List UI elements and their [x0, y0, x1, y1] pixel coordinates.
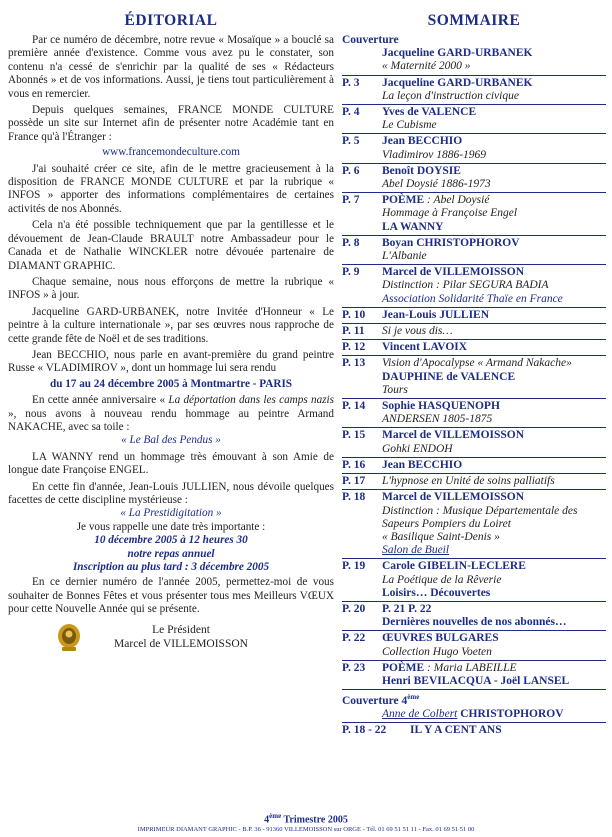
editorial-paragraph-6: Jacqueline GARD-URBANEK, notre Invitée d'Honneur « Le peintre à la culture internationale », par ses œuvres nous rapproche de cette grande fête de Noël et de ses traditions. — [8, 305, 334, 345]
toc-author: Carole GIBELIN-LECLERE — [382, 560, 526, 573]
p8-italic: La déportation dans les camps nazis — [168, 394, 334, 407]
toc-entry[interactable] — [342, 135, 606, 161]
toc-author: POÈME — [382, 661, 425, 674]
editorial-paragraph-4: Cela n'a été possible techniquement que par la gentillesse et le dévouement de Jean-Claude BRAULT notre Ambassadeur pour le Canada et de Nathalie WINCKLER notre dévouée partenaire de DIAMANT GRAPHIC. — [8, 219, 334, 272]
toc-author: Benoît DOYSIE — [382, 164, 461, 177]
toc-author-line — [382, 491, 606, 504]
toc-author-secondary: Dernières nouvelles de nos abonnés… — [382, 616, 567, 629]
toc-page-number: P. 4 — [342, 106, 360, 119]
toc-author: Marcel de VILLEMOISSON — [382, 491, 525, 504]
sommaire-heading: SOMMAIRE — [427, 12, 521, 29]
toc-author: Vincent LAVOIX — [382, 341, 468, 354]
toc-entry[interactable] — [342, 475, 606, 488]
toc-couverture4-label: Couverture 4ème — [342, 693, 420, 707]
toc-entry[interactable] — [342, 266, 606, 306]
signature-name: Marcel de VILLEMOISSON — [114, 637, 248, 650]
toc-author-line — [382, 194, 606, 207]
editorial-paragraph-11: En ce dernier numéro de l'année 2005, permettez-moi de vous souhaiter de Bonnes Fêtes et vous présenter tous mes Meilleurs VŒUX pour cette Nouvelle Année qui se présente. — [8, 576, 334, 616]
toc-cover-author: Jacqueline GARD-URBANEK — [382, 47, 533, 60]
toc-title: La leçon d'instruction civique — [382, 89, 519, 102]
toc-entry[interactable] — [342, 77, 606, 103]
toc-author: ŒUVRES BULGARES — [382, 632, 499, 645]
toc-author: P. 21 P. 22 — [382, 602, 432, 615]
editorial-paragraph-5: Chaque semaine, nous nous efforçons de mettre la rubrique « INFOS » à jour. — [8, 275, 334, 302]
toc-entry[interactable] — [342, 357, 606, 397]
editorial-column — [8, 12, 334, 657]
toc-author-suffix: : Abel Doysié — [424, 194, 490, 207]
toc-author: Boyan CHRISTOPHOROV — [382, 236, 520, 249]
p8-end: », nous avons à nouveau rendu hommage au peintre Armand NAKACHE, avec sa toile : — [8, 407, 334, 433]
toc-author-suffix: : Maria LABEILLE — [424, 661, 517, 674]
editorial-paragraph-10: En cette fin d'année, Jean-Louis JULLIEN, nous dévoile quelques facettes de cette discipline mystérieuse : — [8, 480, 334, 506]
toc-page-number: P. 11 — [342, 325, 365, 338]
toc-author-secondary: DAUPHINE de VALENCE — [382, 370, 516, 383]
toc-author: Yves de VALENCE — [382, 106, 477, 119]
toc-couverture-label: Couverture — [342, 34, 399, 46]
toc-entry[interactable] — [342, 603, 606, 629]
toc-page-number: P. 16 — [342, 458, 366, 471]
toc-title-secondary: Association Solidarité Thaïe en France — [382, 292, 563, 305]
signature-text — [96, 623, 266, 651]
toc-page-number: P. 9 — [342, 266, 360, 279]
toc-author-line — [382, 165, 606, 178]
editorial-heading: ÉDITORIAL — [124, 12, 218, 29]
signature-block — [8, 623, 334, 657]
toc-entry[interactable] — [342, 106, 606, 132]
toc-title: Gohki ENDOH — [382, 442, 453, 455]
toc-entry[interactable] — [342, 662, 606, 688]
signature-title: Le Président — [152, 623, 210, 636]
trimestre-label: 4ème Trimestre 2005 — [264, 812, 348, 826]
toc-page-number: P. 5 — [342, 135, 360, 148]
toc-entry[interactable] — [342, 237, 606, 263]
toc-author-line — [382, 237, 606, 250]
toc-page-number: P. 18 — [342, 491, 366, 504]
toc-last-author: IL Y A CENT ANS — [410, 724, 502, 737]
editorial-paragraph-9: LA WANNY rend un hommage très émouvant à son Amie de longue date Françoise ENGEL. — [8, 450, 334, 477]
painting-title: « Le Bal des Pendus » — [121, 434, 221, 447]
toc-author-line — [382, 603, 606, 616]
toc-last-entry[interactable] — [342, 724, 606, 737]
event-dates: du 17 au 24 décembre 2005 à Montmartre - PARIS — [49, 377, 293, 390]
toc-entry[interactable] — [342, 491, 606, 557]
editorial-paragraph-3: J'ai souhaité créer ce site, afin de le mettre gracieusement à la disposition de FRANCE MONDE CULTURE et par la rubrique « INFOS » apporter des informations complémentaires de certaines activités de nos Abonnés. — [8, 162, 334, 215]
toc-page-number: P. 14 — [342, 400, 366, 413]
toc-page-number: P. 22 — [342, 632, 366, 645]
printer-address: IMPRIMEUR DIAMANT GRAPHIC - B.P. 36 - 91360 VILLEMOISSON sur ORGE - Tél. 01 69 51 51 11 - Fax. 01 69 51 51 00 — [137, 826, 475, 833]
toc-entry[interactable] — [342, 325, 606, 338]
toc-title: Hommage à Françoise Engel — [382, 207, 518, 220]
toc-last-page: P. 18 - 22 — [342, 724, 387, 737]
toc-author-line — [382, 429, 606, 442]
toc-title-secondary: « Basilique Saint-Denis » — [382, 530, 500, 543]
toc-author-secondary: Loisirs… Découvertes — [382, 586, 491, 599]
toc-entry[interactable] — [342, 165, 606, 191]
meal-label: notre repas annuel — [127, 547, 215, 560]
toc-author-line — [382, 266, 606, 279]
toc-page-number: P. 17 — [342, 475, 366, 488]
sommaire-column — [342, 12, 606, 738]
toc-page-number: P. 15 — [342, 429, 366, 442]
editorial-paragraph-1: Par ce numéro de décembre, notre revue « Mosaïque » a bouclé sa première année d'existence. Comme vous avez pu le constater, son contenu n'a cessé de s'enrichir par la qualité de ses « Rédacteurs Abonnés » et de vos informations. Aussi, je tiens tout particulièrement à vous en remercier. — [8, 34, 334, 100]
toc-page-number: P. 23 — [342, 661, 366, 674]
toc-page-number: P. 6 — [342, 164, 360, 177]
toc-author: Jean BECCHIO — [382, 135, 463, 148]
toc-page-number: P. 20 — [342, 602, 366, 615]
toc-entry[interactable] — [342, 632, 606, 658]
toc-author-line — [382, 309, 606, 322]
toc-page-number: P. 7 — [342, 194, 360, 207]
toc-entry[interactable] — [342, 560, 606, 600]
toc-author-line — [382, 459, 606, 472]
website-link[interactable]: www.francemondeculture.com — [102, 146, 240, 159]
toc-title: L'hypnose en Unité de soins palliatifs — [382, 475, 555, 488]
toc-title: ANDERSEN 1805-1875 — [382, 413, 493, 426]
toc-author-line — [382, 106, 606, 119]
toc-entry[interactable] — [342, 309, 606, 322]
toc-title: Distinction : Pilar SEGURA BADIA — [382, 279, 549, 292]
toc-page-number: P. 12 — [342, 341, 366, 354]
toc-author-secondary: LA WANNY — [382, 220, 444, 233]
toc-entry[interactable] — [342, 459, 606, 472]
editorial-paragraph-8 — [8, 394, 334, 434]
toc-page-number: P. 3 — [342, 76, 360, 89]
toc-author: Sophie HASQUENOPH — [382, 400, 500, 413]
toc-title: Abel Doysié 1886-1973 — [382, 178, 491, 191]
p8-start: En cette année anniversaire « — [32, 394, 169, 407]
toc-title-tertiary: Salon de Bueil — [382, 544, 450, 557]
toc-couverture4-entry[interactable] — [342, 708, 606, 721]
toc-author: Marcel de VILLEMOISSON — [382, 266, 525, 279]
discipline-title: « La Prestidigitation » — [120, 507, 222, 520]
toc-couverture4-author: CHRISTOPHOROV — [457, 708, 564, 721]
registration-deadline: Inscription au plus tard : 3 décembre 2005 — [72, 561, 270, 574]
reminder-text: Je vous rappelle une date très importante : — [76, 520, 266, 533]
toc-title: Si je vous dis… — [382, 325, 453, 338]
toc-author-line — [382, 341, 606, 354]
toc-page-number: P. 10 — [342, 308, 366, 321]
toc-author-line — [382, 77, 606, 90]
toc-page-number: P. 8 — [342, 236, 360, 249]
toc-title: Le Cubisme — [382, 119, 437, 132]
toc-title: L'Albanie — [382, 250, 427, 263]
toc-author: Jean BECCHIO — [382, 458, 463, 471]
toc-author-line — [382, 560, 606, 573]
toc-author-line — [382, 135, 606, 148]
toc-entry[interactable] — [342, 194, 606, 234]
toc-page-number: P. 19 — [342, 560, 366, 573]
toc-entry[interactable] — [342, 400, 606, 426]
toc-author: POÈME — [382, 194, 425, 207]
editorial-paragraph-2: Depuis quelques semaines, FRANCE MONDE CULTURE possède un site sur Internet afin de présenter notre Académie tant en France qu'à l'Étranger : — [8, 104, 334, 143]
toc-title: Vladimirov 1886-1969 — [382, 148, 487, 161]
meal-date: 10 décembre 2005 à 12 heures 30 — [94, 534, 248, 547]
toc-author: Jacqueline GARD-URBANEK — [382, 76, 533, 89]
toc-title: Collection Hugo Voeten — [382, 645, 492, 658]
toc-title: Vision d'Apocalypse « Armand Nakache» — [382, 357, 572, 370]
toc-couverture4-title: Anne de Colbert — [382, 708, 458, 721]
toc-cover-title: « Maternité 2000 » — [382, 60, 471, 73]
toc-page-number: P. 13 — [342, 357, 366, 370]
toc-entries — [342, 77, 606, 691]
toc-entry[interactable] — [342, 429, 606, 455]
toc-entry[interactable] — [342, 341, 606, 354]
toc-title-secondary: Tours — [382, 383, 408, 396]
gold-emblem-logo-icon — [56, 623, 82, 653]
toc-author-line — [382, 632, 606, 645]
toc-author: Marcel de VILLEMOISSON — [382, 429, 525, 442]
toc-author-secondary: Henri BEVILACQUA - Joël LANSEL — [382, 674, 570, 687]
toc-author-line — [382, 400, 606, 413]
toc-title: Distinction : Musique Départementale des Sapeurs Pompiers du Loiret — [382, 504, 578, 530]
toc-cover-entry[interactable] — [342, 47, 606, 73]
toc-author-line — [382, 662, 606, 675]
toc-author: Jean-Louis JULLIEN — [382, 308, 490, 321]
toc-title: La Poétique de la Rêverie — [382, 573, 502, 586]
editorial-paragraph-7: Jean BECCHIO, nous parle en avant-première du grand peintre Russe « VLADIMIROV », dont un hommage lui sera rendu — [8, 348, 334, 375]
